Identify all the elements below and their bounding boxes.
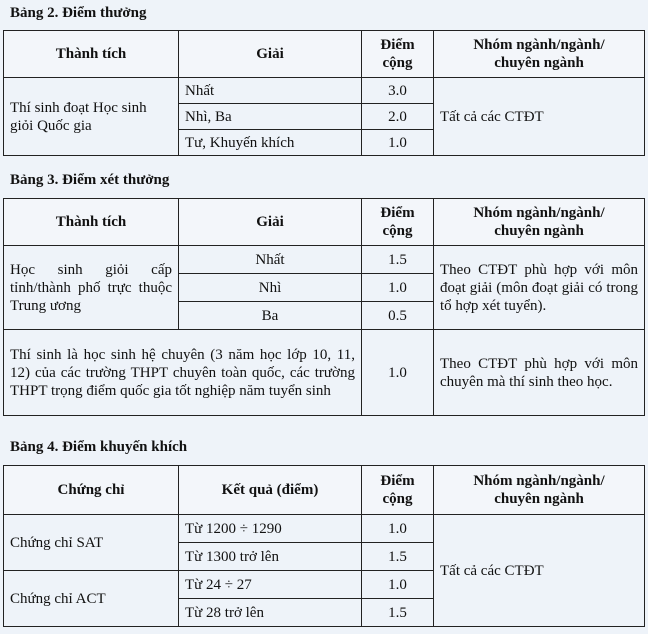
table2-points-3: 1.0 (362, 130, 434, 156)
table4-act-result-1: Từ 24 ÷ 27 (179, 571, 362, 599)
table3-points-1: 1.5 (362, 246, 434, 274)
table3-header-group: Nhóm ngành/ngành/ chuyên ngành (434, 199, 645, 246)
table2-prize-3: Tư, Khuyến khích (179, 130, 362, 156)
table3-header-points: Điểm cộng (362, 199, 434, 246)
table2-prize-2: Nhì, Ba (179, 104, 362, 130)
table3-prize-1: Nhất (179, 246, 362, 274)
table3-achievement-2: Thí sinh là học sinh hệ chuyên (3 năm học lớp 10, 11, 12) của các trường THPT chuyên toàn quốc, các trường THPT trọng điểm quốc gia tốt nghiệp năm tuyển sinh (4, 330, 362, 416)
table4-caption: Bảng 4. Điểm khuyến khích (10, 439, 188, 455)
table3-points-4: 1.0 (362, 330, 434, 416)
table3-group-1: Theo CTĐT phù hợp với môn đoạt giải (môn đoạt giải có trong tổ hợp xét tuyển). (434, 246, 645, 330)
table4-header-cert: Chứng chỉ (4, 466, 179, 515)
table4-act-points-1: 1.0 (362, 571, 434, 599)
table2-caption: Bảng 2. Điểm thưởng (10, 5, 147, 21)
table4-group: Tất cả các CTĐT (434, 515, 645, 627)
table2-header-achievement: Thành tích (4, 31, 179, 78)
table3-points-3: 0.5 (362, 302, 434, 330)
table4-cert-sat: Chứng chỉ SAT (4, 515, 179, 571)
table3-prize-3: Ba (179, 302, 362, 330)
table3 (3, 198, 645, 416)
table2-header-points: Điểm cộng (362, 31, 434, 78)
table4 (3, 465, 645, 627)
table2-points-2: 2.0 (362, 104, 434, 130)
table2-header-group: Nhóm ngành/ngành/ chuyên ngành (434, 31, 645, 78)
table4-sat-points-2: 1.5 (362, 543, 434, 571)
table2-prize-1: Nhất (179, 78, 362, 104)
table4-header-points: Điểm cộng (362, 466, 434, 515)
table4-sat-result-2: Từ 1300 trở lên (179, 543, 362, 571)
table4-header-group: Nhóm ngành/ngành/ chuyên ngành (434, 466, 645, 515)
table2-achievement: Thí sinh đoạt Học sinh giỏi Quốc gia (4, 78, 179, 156)
table4-sat-points-1: 1.0 (362, 515, 434, 543)
table3-prize-2: Nhì (179, 274, 362, 302)
table3-points-2: 1.0 (362, 274, 434, 302)
table4-header-result: Kết quả (điểm) (179, 466, 362, 515)
table3-header-prize: Giải (179, 199, 362, 246)
table4-sat-result-1: Từ 1200 ÷ 1290 (179, 515, 362, 543)
table3-caption: Bảng 3. Điểm xét thưởng (10, 172, 170, 188)
table2-group: Tất cả các CTĐT (434, 78, 645, 156)
table2-header-prize: Giải (179, 31, 362, 78)
table3-achievement-1: Học sinh giỏi cấp tỉnh/thành phố trực thuộc Trung ương (4, 246, 179, 330)
table2-points-1: 3.0 (362, 78, 434, 104)
table2 (3, 30, 645, 156)
table3-header-achievement: Thành tích (4, 199, 179, 246)
table4-act-points-2: 1.5 (362, 599, 434, 627)
table4-act-result-2: Từ 28 trở lên (179, 599, 362, 627)
table4-cert-act: Chứng chỉ ACT (4, 571, 179, 627)
table3-group-2: Theo CTĐT phù hợp với môn chuyên mà thí sinh theo học. (434, 330, 645, 416)
